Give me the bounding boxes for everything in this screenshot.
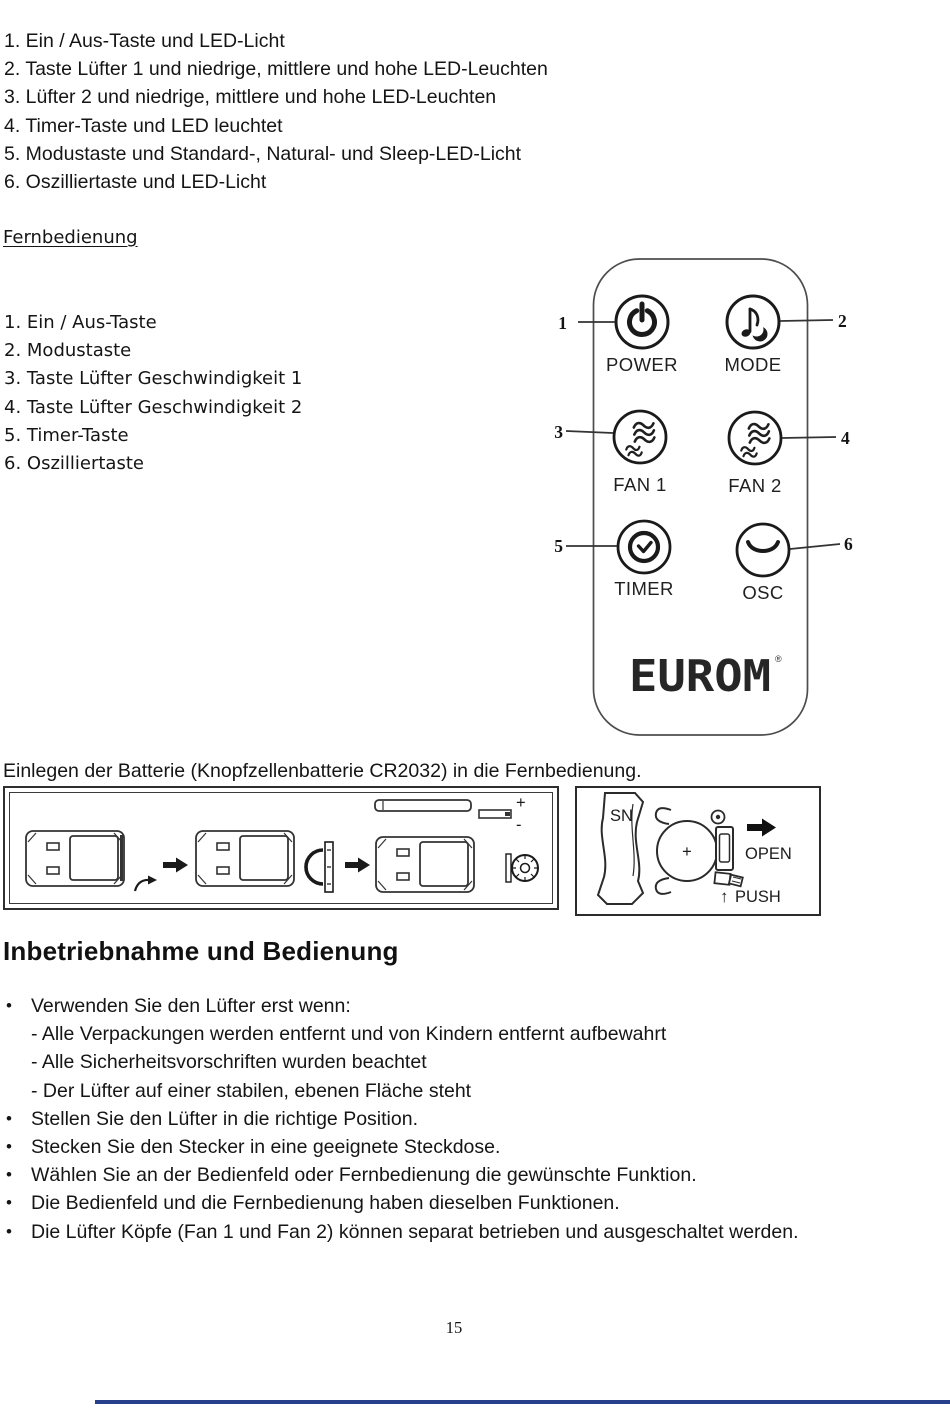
arrow-icon [163, 858, 188, 873]
bullet-subitem [0, 1048, 925, 1076]
mode-button [727, 296, 779, 348]
callout-4: 4 [841, 428, 850, 448]
battery-install-diagram [3, 786, 559, 910]
bullet-item [0, 1189, 925, 1217]
bullet-icon: • [6, 1165, 12, 1185]
bullet-item [0, 1133, 925, 1161]
bullet-text: Die Bedienfeld und die Fernbedienung haben dieselben Funktionen. [31, 1192, 620, 1215]
sn-label: SN [610, 807, 633, 825]
arrow-icon [345, 858, 370, 873]
section-heading-fernbedienung: Fernbedienung [3, 227, 138, 248]
callout-1: 1 [558, 313, 567, 333]
control-panel-list [4, 27, 764, 196]
remote-control-diagram [545, 250, 870, 742]
bullet-item [0, 1218, 925, 1246]
list-item: 6. Oszilliertaste [4, 453, 144, 475]
open-arrow-icon [747, 819, 776, 837]
bullet-icon: • [6, 1137, 12, 1157]
bullet-subitem [0, 1020, 925, 1048]
coin-battery-icon [506, 854, 538, 882]
battery-cover-slat [375, 800, 471, 811]
remote-back-step3 [376, 837, 474, 892]
list-item: 3. Lüfter 2 und niedrige, mittlere und hohe LED-Leuchten [4, 86, 497, 109]
holder-slot [720, 834, 730, 862]
pivot-icon [712, 811, 725, 824]
list-item: 2. Taste Lüfter 1 und niedrige, mittlere und hohe LED-Leuchten [4, 58, 548, 81]
battery-side-view [479, 794, 526, 834]
bullet-item [0, 1105, 925, 1133]
svg-text:+: + [516, 794, 526, 812]
remote-slot [120, 835, 123, 881]
bullet-icon: • [6, 996, 12, 1015]
fan2-label: FAN 2 [728, 475, 782, 496]
list-item: 4. Timer-Taste und LED leuchtet [4, 114, 283, 137]
push-tab [714, 872, 742, 886]
callout-6: 6 [844, 534, 853, 554]
bullet-item [0, 992, 925, 1020]
brand-logo: EUROM [629, 651, 771, 702]
list-item: 3. Taste Lüfter Geschwindigkeit 1 [4, 368, 303, 390]
open-label: OPEN [745, 845, 792, 863]
timer-label: TIMER [614, 578, 674, 599]
operation-bullet-list [0, 992, 925, 1246]
power-label: POWER [606, 354, 678, 375]
battery-sequence-drawing [11, 794, 551, 902]
list-item: 4. Taste Lüfter Geschwindigkeit 2 [4, 396, 303, 418]
callout-5: 5 [554, 536, 563, 556]
bullet-icon: • [6, 1221, 12, 1241]
bullet-text: Verwenden Sie den Lüfter erst wenn: [31, 995, 351, 1017]
osc-label: OSC [742, 582, 784, 603]
section-heading-operation: Inbetriebnahme und Bedienung [3, 936, 399, 966]
bullet-item [0, 1161, 925, 1189]
timer-button [618, 521, 670, 573]
bullet-text: - Alle Verpackungen werden entfernt und von Kindern entfernt aufbewahrt [31, 1023, 667, 1046]
registered-mark: ® [775, 654, 782, 664]
bullet-text: - Alle Sicherheitsvorschriften wurden beachtet [31, 1051, 427, 1074]
list-item: 1. Ein / Aus-Taste [4, 312, 157, 333]
battery-back-drawing [577, 788, 814, 909]
list-item: 5. Timer-Taste [4, 424, 129, 446]
fan1-label: FAN 1 [613, 474, 667, 495]
bullet-text: - Der Lüfter auf einer stabilen, ebenen Fläche steht [31, 1079, 472, 1102]
bullet-text: Wählen Sie an der Bedienfeld oder Fernbedienung die gewünschte Funktion. [31, 1164, 697, 1187]
push-arrow-icon: ↑ [720, 887, 729, 906]
remote-function-list [4, 309, 434, 478]
push-label: PUSH [735, 888, 781, 906]
remote-back-step2 [196, 831, 294, 886]
bullet-text: Stecken Sie den Stecker in eine geeignete Steckdose. [31, 1136, 501, 1159]
remote-back-step1 [26, 831, 124, 886]
footer-rule [95, 1400, 950, 1404]
list-item: 6. Oszilliertaste und LED-Licht [4, 171, 267, 194]
bullet-icon: • [6, 1108, 12, 1128]
bullet-text: Stellen Sie den Lüfter in die richtige Position. [31, 1107, 418, 1130]
svg-text:-: - [516, 816, 522, 834]
battery-intro-text: Einlegen der Batterie (Knopfzellenbatterie CR2032) in die Fernbedienung. [3, 760, 642, 782]
bullet-text: Die Lüfter Köpfe (Fan 1 und Fan 2) können separat betrieben und ausgeschaltet werden. [31, 1220, 799, 1243]
clamp-bottom-hook [656, 878, 671, 894]
callout-2: 2 [838, 311, 847, 331]
callout-3: 3 [554, 422, 563, 442]
page-number: 15 [445, 1318, 463, 1337]
battery-back-diagram [575, 786, 821, 916]
battery-clip-icon [306, 842, 333, 892]
battery-plus-label: + [682, 843, 692, 861]
clamp-top-hook [656, 808, 671, 824]
bullet-icon: • [6, 1193, 12, 1213]
bullet-subitem [0, 1077, 925, 1105]
mode-label: MODE [724, 354, 782, 375]
list-item: 2. Modustaste [4, 340, 132, 362]
rotate-arrow-icon [135, 876, 157, 892]
list-item: 5. Modustaste und Standard-, Natural- und Sleep-LED-Licht [4, 142, 522, 165]
list-item: 1. Ein / Aus-Taste und LED-Licht [4, 30, 285, 52]
